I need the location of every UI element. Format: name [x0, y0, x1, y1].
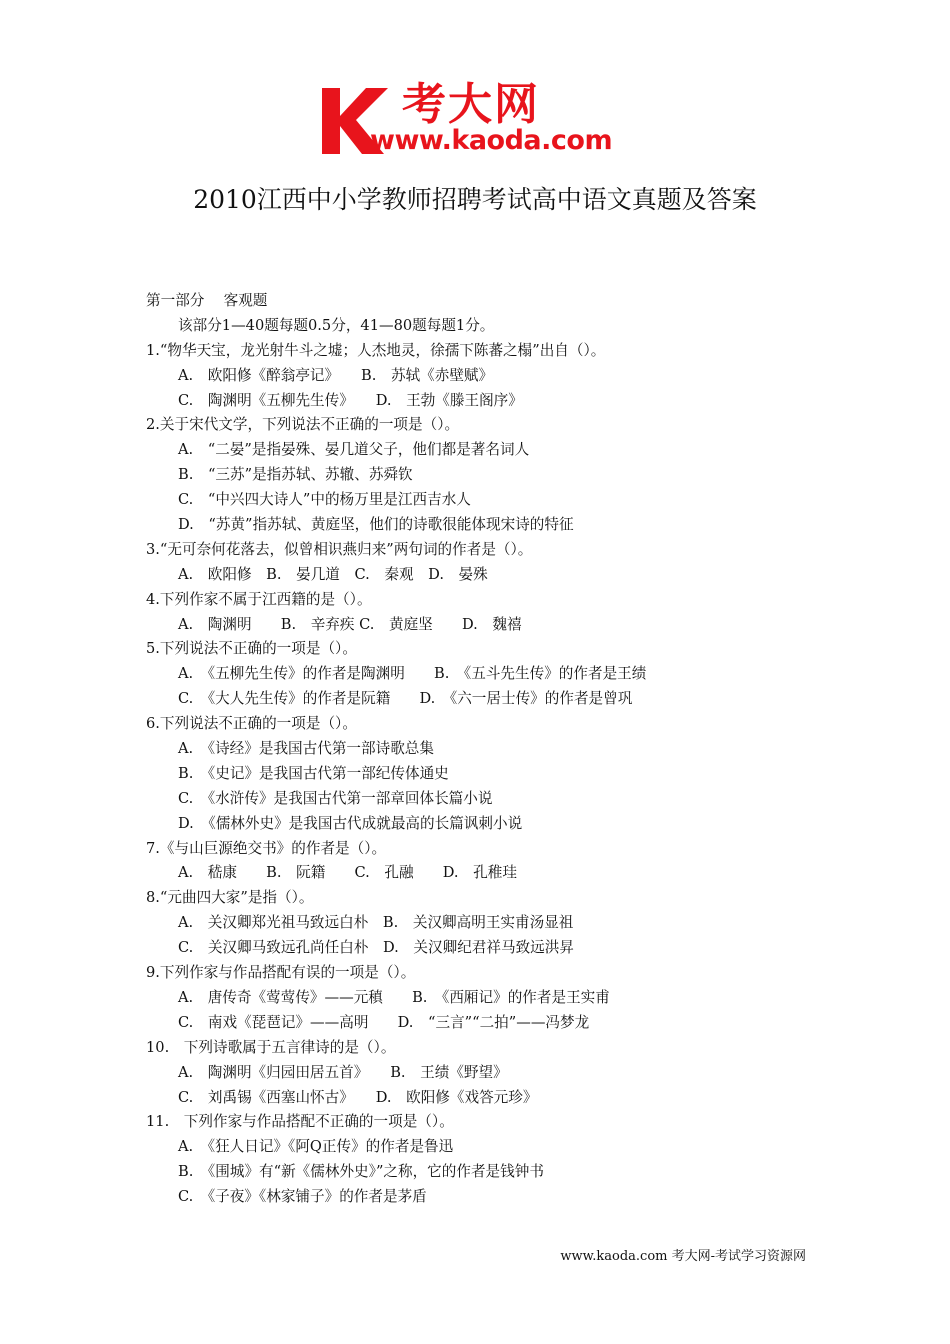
question-line: 11. 下列作家与作品搭配不正确的一项是（）。 — [146, 1113, 454, 1131]
answer-option-line: C. 南戏《琵琶记》——高明 D. “三言”“二拍”——冯梦龙 — [178, 1013, 590, 1031]
section-note: 该部分1—40题每题0.5分，41—80题每题1分。 — [178, 316, 495, 334]
question-content — [146, 289, 846, 1210]
question-line: 8.“元曲四大家”是指（）。 — [146, 889, 314, 907]
answer-option-line: A. 陶渊明 B. 辛弃疾 C. 黄庭坚 D. 魏禧 — [178, 615, 522, 633]
kaoda-logo — [318, 80, 638, 160]
question-line: 7.《与山巨源绝交书》的作者是（）。 — [146, 839, 387, 857]
question-line: 4.下列作家不属于江西籍的是（）。 — [146, 590, 372, 608]
answer-option-line: C. 《子夜》《林家铺子》的作者是茅盾 — [178, 1188, 427, 1206]
page-footer: www.kaoda.com 考大网-考试学习资源网 — [560, 1249, 806, 1264]
answer-option-line: C. 刘禹锡《西塞山怀古》 D. 欧阳修《戏答元珍》 — [178, 1088, 538, 1106]
answer-option-line: A. 欧阳修《醉翁亭记》 B. 苏轼《赤壁赋》 — [178, 366, 494, 384]
answer-option-line: A. 嵇康 B. 阮籍 C. 孔融 D. 孔稚珪 — [178, 864, 517, 882]
answer-option-line: B. 《围城》有“新《儒林外史》”之称，它的作者是钱钟书 — [178, 1163, 544, 1181]
answer-option-line: A. 《五柳先生传》的作者是陶渊明 B. 《五斗先生传》的作者是王绩 — [178, 665, 647, 683]
question-line: 9.下列作家与作品搭配有误的一项是（）。 — [146, 964, 416, 982]
answer-option-line: C. 陶渊明《五柳先生传》 D. 王勃《滕王阁序》 — [178, 391, 523, 409]
question-line: 2.关于宋代文学，下列说法不正确的一项是（）。 — [146, 416, 460, 434]
question-line: 第一部分 客观题 — [146, 292, 268, 309]
question-line: 1.“物华天宝，龙光射牛斗之墟；人杰地灵，徐孺下陈蕃之榻”出自（）。 — [146, 341, 606, 359]
answer-option-line: C. 关汉卿马致远孔尚任白朴 D. 关汉卿纪君祥马致远洪昇 — [178, 939, 574, 957]
answer-option-line: A. 关汉卿郑光祖马致远白朴 B. 关汉卿高明王实甫汤显祖 — [178, 914, 574, 932]
answer-option-line: D. 《儒林外史》是我国古代成就最高的长篇讽刺小说 — [178, 814, 523, 832]
answer-option-line: A. 欧阳修 B. 晏几道 C. 秦观 D. 晏殊 — [178, 565, 488, 583]
question-line: 5.下列说法不正确的一项是（）。 — [146, 640, 357, 658]
answer-option-line: A. “二晏”是指晏殊、晏几道父子，他们都是著名词人 — [178, 441, 530, 459]
answer-option-line: B. “三苏”是指苏轼、苏辙、苏舜钦 — [178, 466, 413, 484]
logo-url: www.kaoda.com — [370, 125, 613, 156]
answer-option-line: A. 陶渊明《归园田居五首》 B. 王绩《野望》 — [178, 1063, 508, 1081]
question-line: 6.下列说法不正确的一项是（）。 — [146, 715, 357, 733]
answer-option-line: D. “苏黄”指苏轼、黄庭坚，他们的诗歌很能体现宋诗的特征 — [178, 516, 574, 534]
answer-option-line: C. 《水浒传》是我国古代第一部章回体长篇小说 — [178, 789, 493, 807]
answer-option-line: A. 《诗经》是我国古代第一部诗歌总集 — [178, 740, 434, 758]
question-line: 3.“无可奈何花落去，似曾相识燕归来”两句词的作者是（）。 — [146, 540, 533, 558]
answer-option-line: C. “中兴四大诗人”中的杨万里是江西吉水人 — [178, 491, 471, 509]
logo-name: 考大网 — [402, 79, 540, 130]
answer-option-line: B. 《史记》是我国古代第一部纪传体通史 — [178, 764, 449, 782]
question-line: 10. 下列诗歌属于五言律诗的是（）。 — [146, 1038, 396, 1056]
answer-option-line: C. 《大人先生传》的作者是阮籍 D. 《六一居士传》的作者是曾巩 — [178, 690, 633, 708]
answer-option-line: A. 《狂人日记》《阿Q正传》的作者是鲁迅 — [178, 1138, 454, 1156]
document-title: 2010江西中小学教师招聘考试高中语文真题及答案 — [193, 185, 757, 214]
answer-option-line: A. 唐传奇《莺莺传》——元稹 B. 《西厢记》的作者是王实甫 — [178, 988, 610, 1006]
